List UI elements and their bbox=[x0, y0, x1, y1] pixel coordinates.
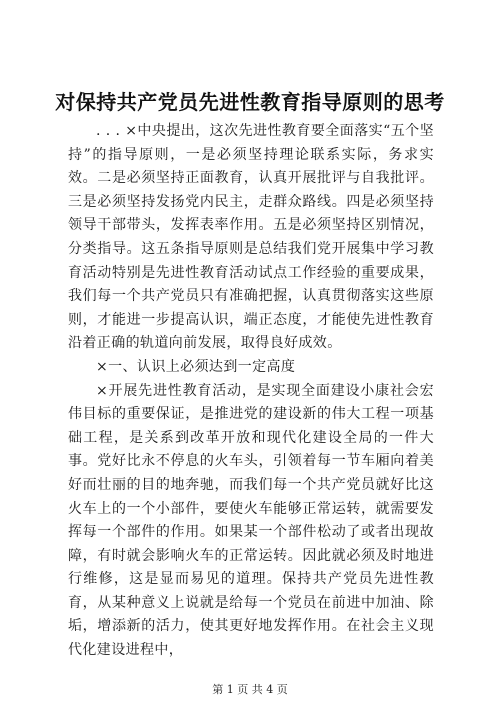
paragraph-guiding-principles: . . . ×中央提出，这次先进性教育要全面落实“五个坚持”的指导原则，一是必须坚持理论联系实际，务求实效。二是必须坚持正面教育，认真开展批评与自我批评。三是必须坚持发扬党内民主，走群众路线。四是必须坚持领导干部带头，发挥表率作用。五是必须坚持区别情况，分类指导。这五条指导原则是总结我们党开展集中学习教育活动特别是先进性教育活动试点工作经验的重要成果，我们每一个共产党员只有准确把握，认真贯彻落实这些原则，才能进一步提高认识，端正态度，才能使先进性教育沿着正确的轨道向前发展，取得良好成效。 bbox=[68, 123, 434, 352]
document-body bbox=[68, 120, 434, 663]
document-title: 对保持共产党员先进性教育指导原则的思考 bbox=[55, 90, 445, 114]
paragraph-education-significance: ×开展先进性教育活动，是实现全面建设小康社会宏伟目标的重要保证，是推进党的建设新的伟大工程一项基础工程，是关系到改革开放和现代化建设全局的一件大事。党好比永不停息的火车头，引领着每一节车厢向着美好而壮丽的目的地奔驰，而我们每一个共产党员就好比这火车上的一个小部件，要使火车能够正常运转，就需要发挥每一个部件的作用。如果某一个部件松动了或者出现故障，有时就会影响火车的正常运转。因此就必须及时地进行维修，这是显而易见的道理。保持共产党员先进性教育，从某种意义上说就是给每一个党员在前进中加油、除垢，增添新的活力，使其更好地发挥作用。在社会主义现代化建设进程中， bbox=[68, 382, 434, 659]
section-heading-1: ×一、认识上必须达到一定高度 bbox=[96, 358, 296, 375]
page-footer: 第 1 页 共 4 页 bbox=[212, 683, 288, 696]
